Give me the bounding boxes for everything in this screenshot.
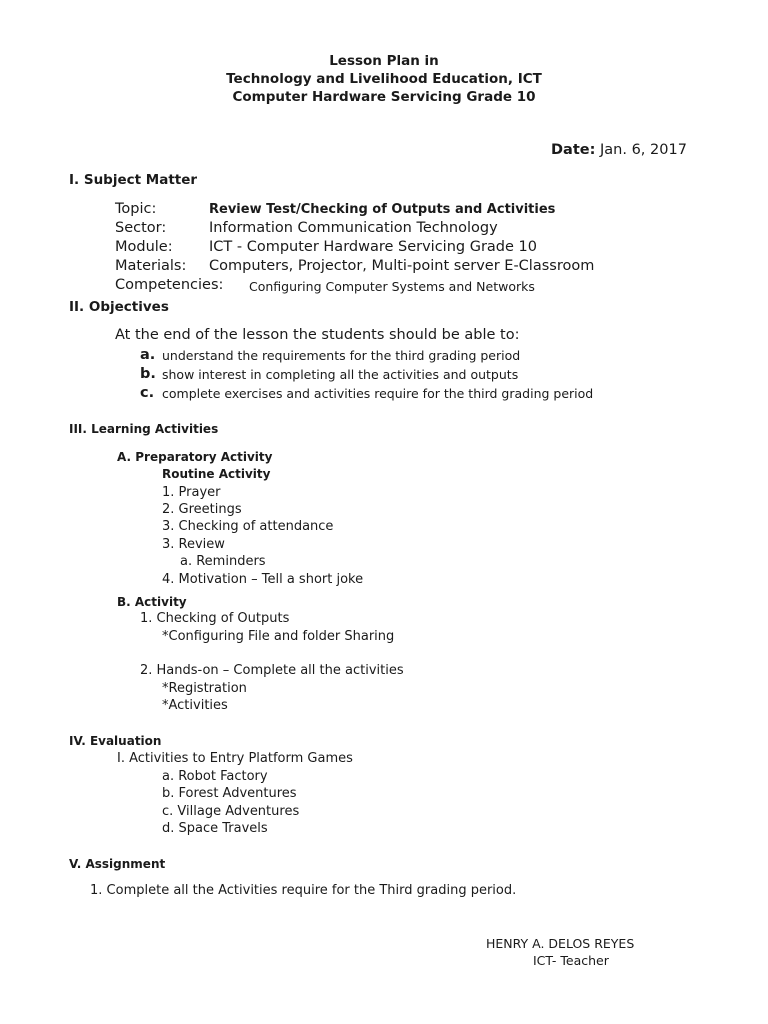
routine-item-prayer: 1. Prayer [162, 485, 221, 500]
activity-item-hands-on: 2. Hands-on – Complete all the activities [140, 663, 404, 678]
subject-row-materials-value: Computers, Projector, Multi-point server E-Classroom [209, 258, 595, 274]
objective-text-a: understand the requirements for the third grading period [162, 348, 521, 363]
evaluation-subitem-village-adventures: c. Village Adventures [162, 804, 300, 819]
evaluation-subitem-robot-factory: a. Robot Factory [162, 769, 268, 784]
routine-item-greetings: 2. Greetings [162, 502, 242, 517]
title-line-3: Computer Hardware Servicing Grade 10 [232, 89, 536, 105]
routine-activity-heading: Routine Activity [162, 467, 271, 481]
evaluation-subitem-forest-adventures: b. Forest Adventures [162, 786, 297, 801]
learning-activities-heading: III. Learning Activities [69, 422, 219, 436]
subject-row-module-value: ICT - Computer Hardware Servicing Grade 10 [209, 239, 537, 255]
subject-row-topic-label: Topic: [115, 201, 157, 217]
activity-subitem-registration: *Registration [162, 681, 247, 696]
subject-row-module-label: Module: [115, 239, 173, 255]
subject-matter-heading: I. Subject Matter [69, 172, 198, 188]
date-line [551, 142, 687, 158]
routine-item-attendance: 3. Checking of attendance [162, 519, 334, 534]
objectives-intro: At the end of the lesson the students should be able to: [115, 327, 520, 343]
routine-item-review: 3. Review [162, 537, 225, 552]
objective-letter-a: a. [140, 347, 156, 363]
objective-text-c: complete exercises and activities require for the third grading period [162, 386, 594, 401]
activity-subitem-file-sharing: *Configuring File and folder Sharing [162, 629, 395, 644]
objectives-heading: II. Objectives [69, 299, 169, 315]
title-line-1: Lesson Plan in [329, 53, 439, 69]
signature-name: HENRY A. DELOS REYES [486, 936, 635, 951]
assignment-heading: V. Assignment [69, 857, 166, 871]
signature-position: ICT- Teacher [533, 953, 609, 968]
subject-row-competencies-label: Competencies: [115, 277, 224, 293]
date-label: Date: [551, 142, 596, 158]
subject-row-competencies-value: Configuring Computer Systems and Networks [249, 279, 535, 294]
evaluation-heading: IV. Evaluation [69, 734, 162, 748]
objective-letter-c: c. [140, 385, 155, 401]
preparatory-activity-heading: A. Preparatory Activity [117, 450, 273, 464]
evaluation-item: I. Activities to Entry Platform Games [117, 751, 353, 766]
activity-item-checking-outputs: 1. Checking of Outputs [140, 611, 290, 626]
subject-row-sector-value: Information Communication Technology [209, 220, 498, 236]
objective-letter-b: b. [140, 366, 156, 382]
evaluation-subitem-space-travels: d. Space Travels [162, 821, 268, 836]
subject-row-materials-label: Materials: [115, 258, 187, 274]
activity-heading: B. Activity [117, 595, 187, 609]
date-value: Jan. 6, 2017 [600, 142, 687, 158]
title-line-2: Technology and Livelihood Education, ICT [226, 71, 542, 87]
objective-text-b: show interest in completing all the activities and outputs [162, 367, 519, 382]
subject-row-sector-label: Sector: [115, 220, 167, 236]
subject-row-topic-value: Review Test/Checking of Outputs and Activities [209, 202, 556, 217]
routine-item-reminders: a. Reminders [180, 554, 266, 569]
routine-item-motivation: 4. Motivation – Tell a short joke [162, 572, 364, 587]
activity-subitem-activities: *Activities [162, 698, 228, 713]
assignment-item: 1. Complete all the Activities require for the Third grading period. [90, 883, 517, 898]
